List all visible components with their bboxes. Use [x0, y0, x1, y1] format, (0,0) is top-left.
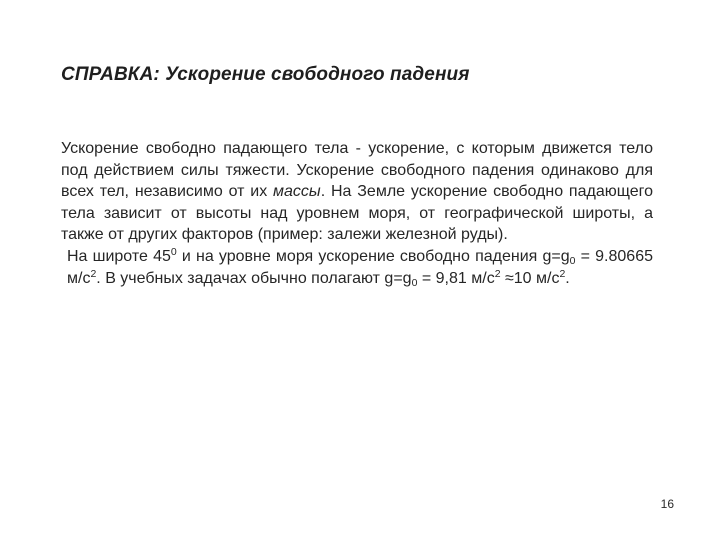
paragraph-text: = 9,81 м/с: [417, 269, 495, 287]
slide-body: [61, 138, 653, 289]
page-number: 16: [660, 497, 674, 511]
degree-superscript: 0: [170, 245, 177, 258]
paragraph-text: = 9.80665 м/с: [67, 247, 653, 287]
paragraph-text: . В учебных задачах обычно полагают g=g: [96, 269, 412, 287]
italic-word: массы: [273, 183, 321, 201]
subscript-zero: 0: [411, 276, 418, 289]
subscript-zero: 0: [569, 254, 576, 267]
paragraph-text: Ускорение свободно падающего тела - ускорение, с которым движется тело под действием силы тяжести. Ускорение свободного падения одинаково для всех тел, независимо от их: [61, 140, 653, 201]
paragraph-text: .: [565, 269, 570, 287]
exponent-superscript: 2: [90, 267, 97, 280]
paragraph-definition: [61, 138, 653, 246]
exponent-superscript: 2: [494, 267, 501, 280]
paragraph-text: ≈10 м/с: [500, 269, 560, 287]
exponent-superscript: 2: [559, 267, 566, 280]
slide-title: СПРАВКА: Ускорение свободного падения: [61, 64, 470, 85]
paragraph-text: . На Земле ускорение свободно падающего тела зависит от высоты над уровнем моря, от географической широты, а также от других факторов (пример: залежи железной руды).: [61, 183, 653, 244]
paragraph-text: и на уровне моря ускорение свободно падения g=g: [176, 247, 570, 265]
paragraph-text: На широте 45: [67, 247, 171, 265]
paragraph-values: [61, 246, 653, 289]
